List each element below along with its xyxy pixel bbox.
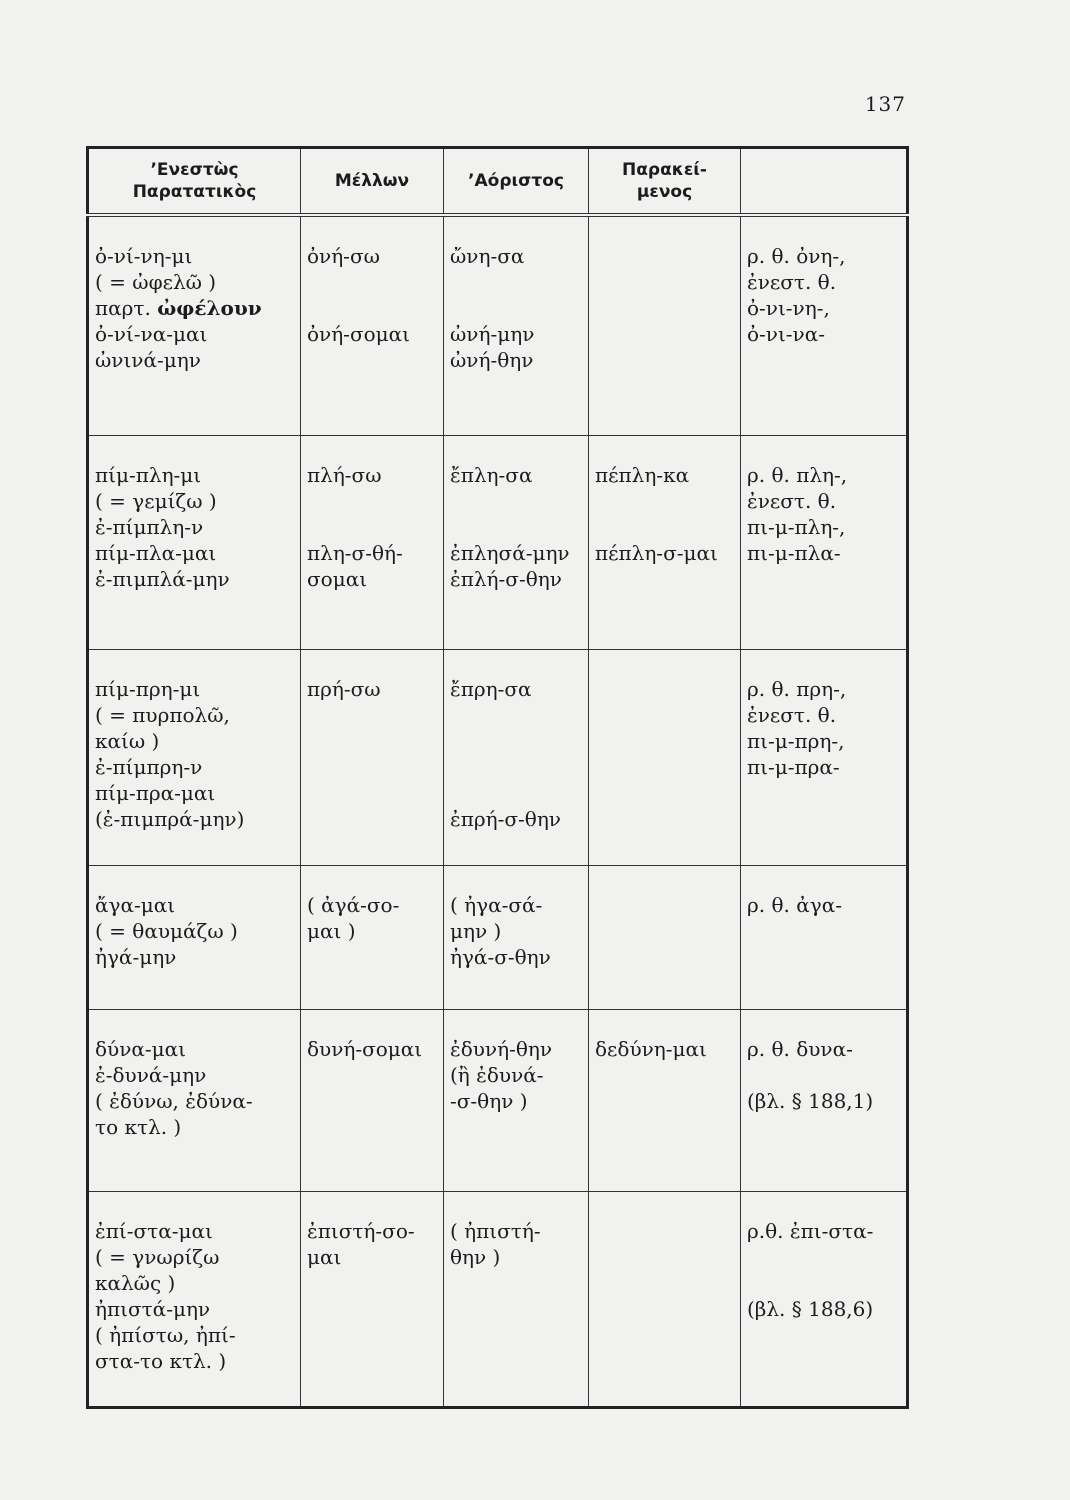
cell-text: ἐ-πίμπρη-ν bbox=[95, 754, 203, 779]
spacer bbox=[450, 514, 582, 540]
cell-text: ὀ-νί-νη-μι bbox=[95, 244, 193, 268]
spacer bbox=[307, 269, 437, 295]
notes-cell bbox=[741, 215, 908, 435]
notes-cell bbox=[741, 1191, 908, 1407]
header-text: ’Αόριστος bbox=[468, 171, 564, 191]
cell-text: δεδύνη-μαι bbox=[595, 1036, 707, 1061]
present-imperfect-cell bbox=[88, 1009, 301, 1191]
cell-text: -σ-θην ) bbox=[450, 1088, 528, 1113]
cell-text: ( = γεμίζω ) bbox=[95, 488, 217, 513]
header-aorist bbox=[444, 148, 589, 216]
cell-text: δύνα-μαι bbox=[95, 1036, 186, 1061]
cell-text: (βλ. § 188,6) bbox=[747, 1296, 874, 1321]
cell-text: ὀνή-σω bbox=[307, 244, 380, 268]
table-body bbox=[88, 215, 908, 1407]
cell-text: πι-μ-πλα- bbox=[747, 540, 841, 565]
cell-text: ( = θαυμάζω ) bbox=[95, 918, 238, 943]
spacer bbox=[450, 488, 582, 514]
header-text: μενος bbox=[636, 182, 693, 202]
cell-text: ρ. θ. πρη-, bbox=[747, 676, 847, 701]
spacer bbox=[450, 780, 582, 806]
perfect-cell bbox=[589, 649, 741, 865]
cell-text: ἠπιστά-μην bbox=[95, 1296, 211, 1321]
cell-text: ρ. θ. δυνα- bbox=[747, 1036, 853, 1061]
verb-row bbox=[88, 649, 908, 865]
header-text: ’Ενεστὼς bbox=[150, 160, 239, 180]
verb-row bbox=[88, 1009, 908, 1191]
header-perfect bbox=[589, 148, 741, 216]
cell-text: καλῶς ) bbox=[95, 1270, 176, 1295]
cell-text: (ἢ ἐδυνά- bbox=[450, 1062, 544, 1087]
perfect-cell bbox=[589, 1191, 741, 1407]
aorist-cell bbox=[444, 215, 589, 435]
cell-text: ρ. θ. πλη-, bbox=[747, 462, 848, 487]
cell-text: πρή-σω bbox=[307, 676, 381, 701]
perfect-cell bbox=[589, 865, 741, 1009]
cell-text: μαι bbox=[307, 1244, 342, 1269]
future-cell bbox=[301, 1191, 444, 1407]
cell-text: ρ.θ. ἐπι-στα- bbox=[747, 1218, 874, 1243]
cell-text: ἔπρη-σα bbox=[450, 676, 532, 701]
cell-text: δυνή-σομαι bbox=[307, 1036, 423, 1061]
cell-text: σομαι bbox=[307, 566, 368, 591]
verb-row bbox=[88, 865, 908, 1009]
cell-text: ἐδυνή-θην bbox=[450, 1036, 553, 1061]
cell-text: ἐνεστ. θ. bbox=[747, 488, 837, 513]
cell-text: ἐπιστή-σο- bbox=[307, 1218, 415, 1243]
future-cell bbox=[301, 215, 444, 435]
aorist-cell bbox=[444, 1191, 589, 1407]
cell-text: ἠγά-σ-θην bbox=[450, 944, 551, 969]
aorist-cell bbox=[444, 1009, 589, 1191]
spacer bbox=[747, 1062, 900, 1088]
header-row bbox=[88, 148, 908, 216]
cell-text: ὠνή-μην bbox=[450, 322, 535, 346]
notes-cell bbox=[741, 1009, 908, 1191]
header-text: Παρατατικὸς bbox=[132, 182, 257, 202]
spacer bbox=[307, 488, 437, 514]
present-imperfect-cell bbox=[88, 649, 301, 865]
spacer bbox=[747, 1270, 900, 1296]
cell-text: ἐνεστ. θ. bbox=[747, 702, 837, 727]
notes-cell bbox=[741, 649, 908, 865]
cell-text: ρ. θ. ἀγα- bbox=[747, 892, 842, 917]
verb-row bbox=[88, 215, 908, 435]
cell-text: (ἐ-πιμπρά-μην) bbox=[95, 806, 245, 831]
cell-text: πλή-σω bbox=[307, 462, 382, 487]
spacer bbox=[595, 514, 734, 540]
future-cell bbox=[301, 1009, 444, 1191]
header-future bbox=[301, 148, 444, 216]
cell-text: ρ. θ. ὀνη-, bbox=[747, 244, 846, 268]
aorist-cell bbox=[444, 435, 589, 649]
header-text: Μέλλων bbox=[334, 171, 410, 191]
cell-text: ἐ-δυνά-μην bbox=[95, 1062, 207, 1087]
present-imperfect-cell bbox=[88, 1191, 301, 1407]
cell-text: ἐπί-στα-μαι bbox=[95, 1218, 213, 1243]
cell-text: ( ἠγα-σά- bbox=[450, 892, 543, 917]
cell-text: το κτλ. ) bbox=[95, 1114, 182, 1139]
cell-text: ὀ-νί-να-μαι bbox=[95, 322, 208, 346]
future-cell bbox=[301, 649, 444, 865]
cell-text: (βλ. § 188,1) bbox=[747, 1088, 874, 1113]
spacer bbox=[595, 488, 734, 514]
cell-text: καίω ) bbox=[95, 728, 160, 753]
spacer bbox=[450, 728, 582, 754]
cell-text: ἐ-πιμπλά-μην bbox=[95, 566, 230, 591]
cell-text: ὠνή-θην bbox=[450, 348, 534, 372]
present-imperfect-cell bbox=[88, 435, 301, 649]
cell-text: ( = γνωρίζω bbox=[95, 1244, 220, 1269]
cell-text: παρτ. ὠφέλουν bbox=[95, 296, 262, 320]
cell-text: ( = πυρπολῶ, bbox=[95, 702, 230, 727]
notes-cell bbox=[741, 865, 908, 1009]
verb-row bbox=[88, 1191, 908, 1407]
cell-text: ἐ-πίμπλη-ν bbox=[95, 514, 204, 539]
present-imperfect-cell bbox=[88, 865, 301, 1009]
cell-text: στα-το κτλ. ) bbox=[95, 1348, 227, 1373]
cell-text: μαι ) bbox=[307, 918, 356, 943]
cell-text: ( ἠπιστή- bbox=[450, 1218, 541, 1243]
future-cell bbox=[301, 435, 444, 649]
cell-text: ( ἠπίστω, ἠπί- bbox=[95, 1322, 236, 1347]
cell-text: ὀ-νι-νη-, bbox=[747, 296, 830, 320]
cell-text: θην ) bbox=[450, 1244, 501, 1269]
notes-cell bbox=[741, 435, 908, 649]
cell-text: μην ) bbox=[450, 918, 502, 943]
cell-text: πίμ-πλη-μι bbox=[95, 462, 202, 487]
verb-conjugation-table bbox=[86, 146, 909, 1409]
spacer bbox=[307, 514, 437, 540]
cell-text: ἐνεστ. θ. bbox=[747, 270, 837, 294]
cell-text: πι-μ-πρη-, bbox=[747, 728, 845, 753]
cell-text: ἠγά-μην bbox=[95, 944, 177, 969]
present-imperfect-cell bbox=[88, 215, 301, 435]
cell-text: ἐπλή-σ-θην bbox=[450, 566, 562, 591]
cell-text: ὠνινά-μην bbox=[95, 348, 201, 372]
cell-text: πίμ-πλα-μαι bbox=[95, 540, 217, 565]
spacer bbox=[747, 1244, 900, 1270]
aorist-cell bbox=[444, 649, 589, 865]
cell-text: ἐπλησά-μην bbox=[450, 540, 570, 565]
cell-text: πίμ-πρα-μαι bbox=[95, 780, 216, 805]
cell-text: πλη-σ-θή- bbox=[307, 540, 403, 565]
header-present-imperfect bbox=[88, 148, 301, 216]
cell-text: ἔπλη-σα bbox=[450, 462, 533, 487]
cell-text: ( ἀγά-σο- bbox=[307, 892, 400, 917]
cell-text: ( = ὠφελῶ ) bbox=[95, 270, 217, 294]
aorist-cell bbox=[444, 865, 589, 1009]
spacer bbox=[450, 754, 582, 780]
perfect-cell bbox=[589, 1009, 741, 1191]
cell-text: ὤνη-σα bbox=[450, 244, 525, 268]
cell-text: πέπλη-σ-μαι bbox=[595, 540, 718, 565]
verb-row bbox=[88, 435, 908, 649]
perfect-cell bbox=[589, 435, 741, 649]
spacer bbox=[450, 269, 582, 295]
header-notes bbox=[741, 148, 908, 216]
cell-text: πέπλη-κα bbox=[595, 462, 690, 487]
spacer bbox=[307, 295, 437, 321]
header-text: Παρακεί- bbox=[622, 160, 707, 180]
page-number: 137 bbox=[864, 92, 906, 116]
cell-text: ὀνή-σομαι bbox=[307, 322, 410, 346]
cell-text: πίμ-πρη-μι bbox=[95, 676, 201, 701]
cell-text: ( ἐδύνω, ἐδύνα- bbox=[95, 1088, 253, 1113]
spacer bbox=[450, 702, 582, 728]
cell-text: ὀ-νι-να- bbox=[747, 322, 825, 346]
perfect-cell bbox=[589, 215, 741, 435]
cell-text: ἄγα-μαι bbox=[95, 892, 176, 917]
cell-text: ἐπρή-σ-θην bbox=[450, 806, 561, 831]
cell-text: πι-μ-πρα- bbox=[747, 754, 840, 779]
spacer bbox=[450, 295, 582, 321]
cell-text: πι-μ-πλη-, bbox=[747, 514, 846, 539]
future-cell bbox=[301, 865, 444, 1009]
